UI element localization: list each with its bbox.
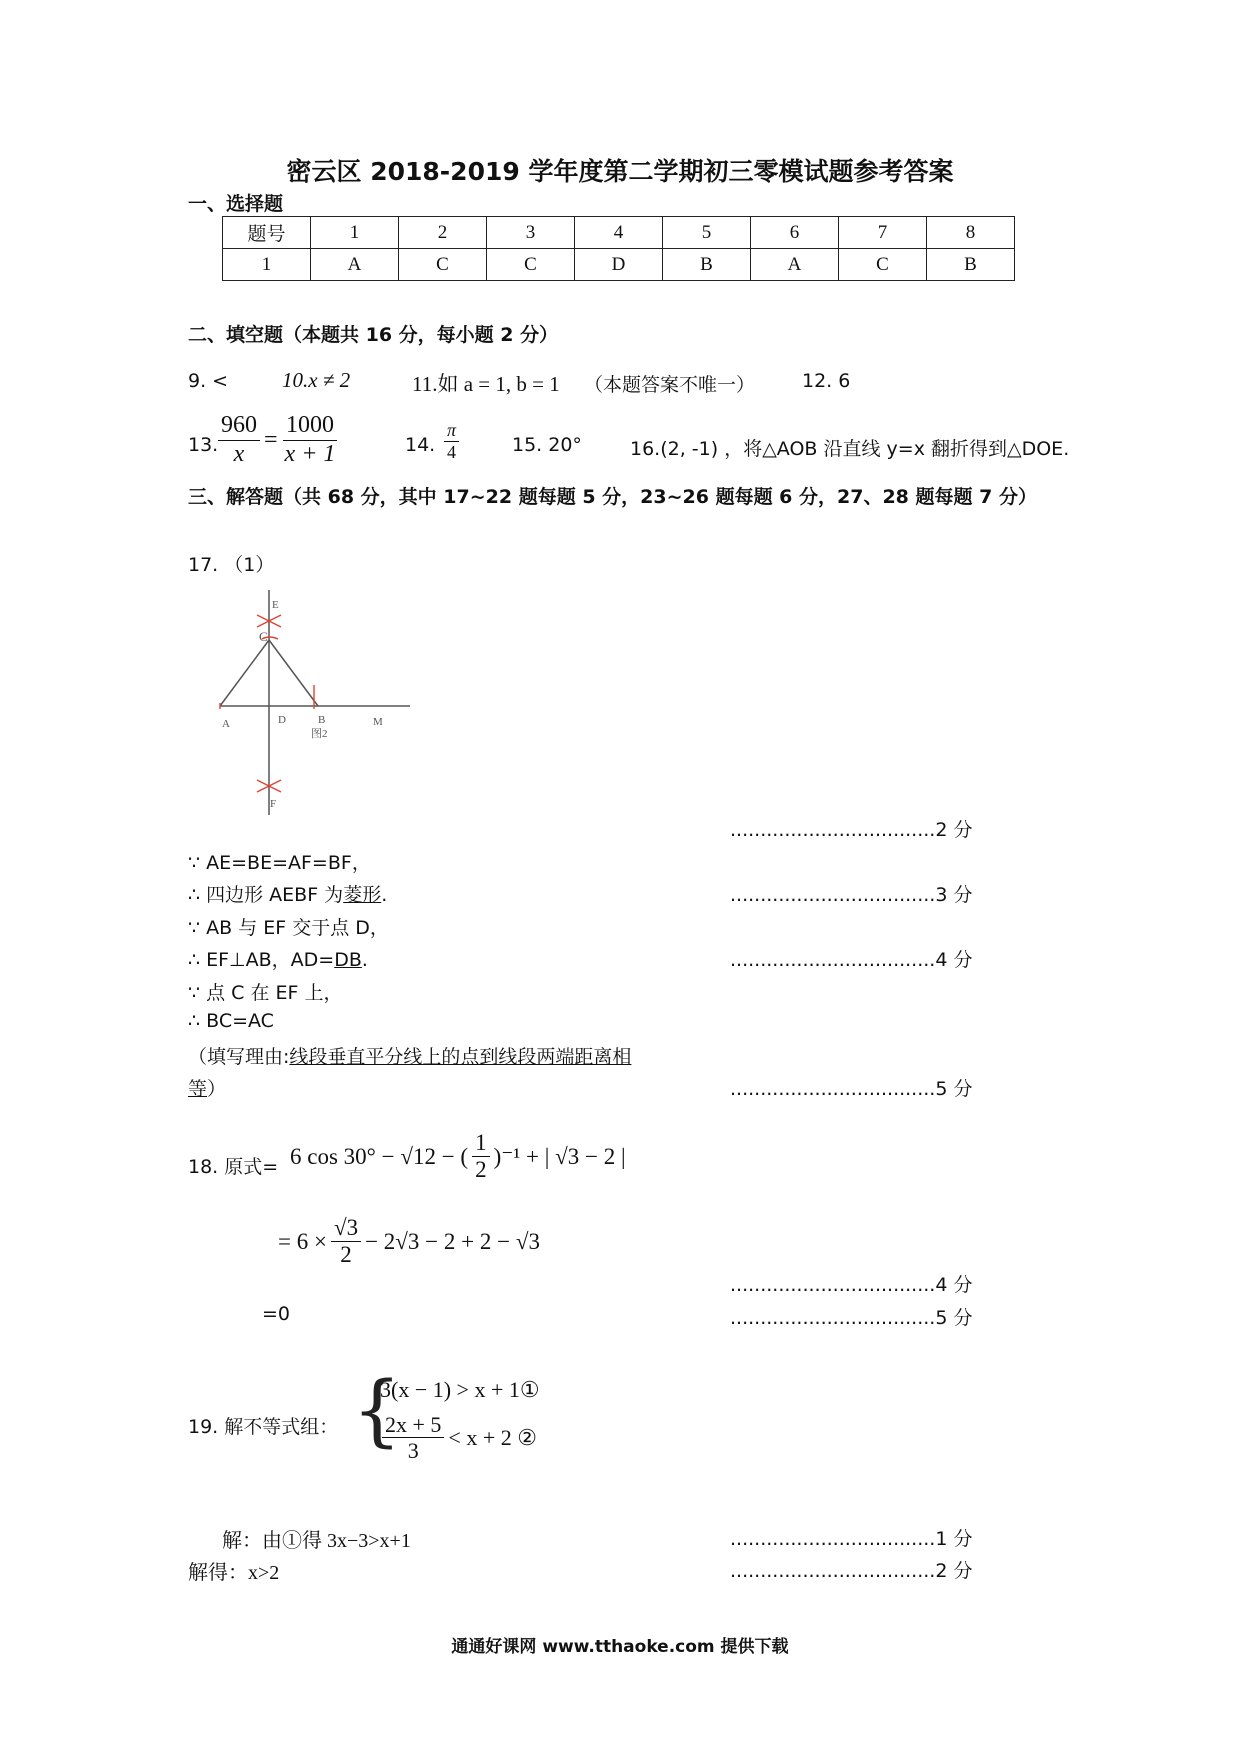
table-cell: D (575, 249, 663, 281)
table-cell: 4 (575, 217, 663, 249)
q19-solution-2: 解得：x>2 (188, 1562, 280, 1584)
q19-inequality-1: 3(x − 1) > x + 1① (380, 1377, 540, 1402)
q17-score-2: ..................................3 分 (730, 884, 973, 906)
table-cell: 1 (223, 249, 311, 281)
fraction: $\frac{2x + 5}{3}$ (382, 1412, 444, 1464)
table-cell: 3 (487, 217, 575, 249)
q18-score-1: ..................................4 分 (730, 1274, 973, 1296)
q19-score-2: ..................................2 分 (730, 1560, 973, 1582)
section1-heading: 一、选择题 (188, 193, 284, 215)
q17-line-2: ∴ 四边形 AEBF 为菱形. (188, 884, 388, 906)
q14-label: 14. (405, 434, 436, 456)
q18-expression-2: = 6 × $\frac{√3}{2}$ − 2√3 − 2 + 2 − √3 (278, 1215, 540, 1268)
q18-expression-1: 6 cos 30° − √12 − ( $\frac{1}{2}$ )⁻¹ + | √3 − 2 | (290, 1130, 626, 1183)
q9-answer: 9. < (188, 370, 229, 392)
label-a: A (222, 718, 230, 730)
q16-answer: 16.(2, -1) ，将△AOB 沿直线 y=x 翻折得到△DOE. (630, 438, 1070, 460)
q17-line-6: ∴ BC=AC (188, 1010, 274, 1032)
segment-ac (220, 640, 269, 706)
q19-solution-1: 解：由①得 3x−3>x+1 (222, 1530, 411, 1552)
table-cell: 题号 (223, 217, 311, 249)
table-cell: A (751, 249, 839, 281)
q11-note: （本题答案不唯一） (584, 374, 756, 396)
label-d: D (278, 714, 286, 726)
label-e: E (272, 599, 279, 611)
q11-answer: 11.如 a = 1, b = 1 (412, 372, 560, 396)
label-m: M (373, 716, 383, 728)
table-cell: 8 (927, 217, 1015, 249)
table-cell: 6 (751, 217, 839, 249)
q14-answer (440, 420, 463, 462)
q17-score-3: ..................................4 分 (730, 949, 973, 971)
construction-figure (210, 585, 420, 815)
q19-score-1: ..................................1 分 (730, 1528, 973, 1550)
left-brace-icon: { (352, 1366, 402, 1456)
q17-line-8: 等） (188, 1078, 227, 1100)
fraction: $\frac{1}{2}$ (472, 1130, 490, 1184)
segment-cb (269, 640, 318, 706)
q15-answer: 15. 20° (512, 434, 582, 456)
q17-line-5: ∵ 点 C 在 EF 上， (188, 982, 343, 1004)
q19-inequality-2: $\frac{2x + 5}{3}$ < x + 2 ② (378, 1412, 537, 1464)
q12-answer: 12. 6 (802, 370, 851, 392)
q13-equation: $\frac{960}{x}$ = $\frac{1000}{x + 1}$ (214, 412, 342, 468)
q18-score-2: ..................................5 分 (730, 1307, 973, 1329)
q17-score-4: ..................................5 分 (730, 1078, 973, 1100)
table-cell: B (663, 249, 751, 281)
label-b: B (318, 714, 326, 726)
table-cell: 7 (839, 217, 927, 249)
section3-heading: 三、解答题（共 68 分，其中 17~22 题每题 5 分，23~26 题每题 6 分，27、28 题每题 7 分） (188, 486, 1037, 508)
label-c: C (259, 629, 268, 644)
q17-label: 17. （1） (188, 554, 275, 576)
table-cell: C (487, 249, 575, 281)
label-f: F (270, 798, 277, 810)
answer-table-header-row (223, 217, 1015, 249)
q17-score-1: ..................................2 分 (730, 819, 973, 841)
answer-table-row (223, 249, 1015, 281)
footer-text: 通通好课网 www.tthaoke.com 提供下载 (451, 1637, 789, 1657)
table-cell: 2 (399, 217, 487, 249)
table-cell: A (311, 249, 399, 281)
answer-table (222, 216, 1015, 281)
figure-caption: 图2 (311, 728, 328, 740)
fraction: $\frac{1000}{x + 1}$ (284, 412, 336, 467)
fraction: $\frac{960}{x}$ (218, 412, 260, 468)
section2-heading: 二、填空题（本题共 16 分，每小题 2 分） (188, 324, 559, 346)
q18-label: 18. 原式= (188, 1156, 279, 1178)
fraction: $\frac{\pi}{4}$ (444, 420, 459, 462)
q17-line-4: ∴ EF⊥AB，AD=DB. (188, 949, 368, 971)
q10-answer: 10.x ≠ 2 (282, 368, 351, 392)
q17-line-3: ∵ AB 与 EF 交于点 D， (188, 917, 389, 939)
fraction: $\frac{√3}{2}$ (331, 1215, 361, 1269)
q17-line-7: （填写理由:线段垂直平分线上的点到线段两端距离相 (188, 1046, 632, 1068)
table-cell: 1 (311, 217, 399, 249)
q19-label: 19. 解不等式组： (188, 1416, 339, 1438)
q18-expression-3: =0 (262, 1303, 291, 1325)
q13-label: 13. (188, 434, 219, 456)
q17-line-1: ∵ AE=BE=AF=BF， (188, 852, 371, 874)
page-title: 密云区 2018-2019 学年度第二学期初三零模试题参考答案 (286, 157, 954, 186)
table-cell: C (399, 249, 487, 281)
table-cell: B (927, 249, 1015, 281)
table-cell: 5 (663, 217, 751, 249)
table-cell: C (839, 249, 927, 281)
